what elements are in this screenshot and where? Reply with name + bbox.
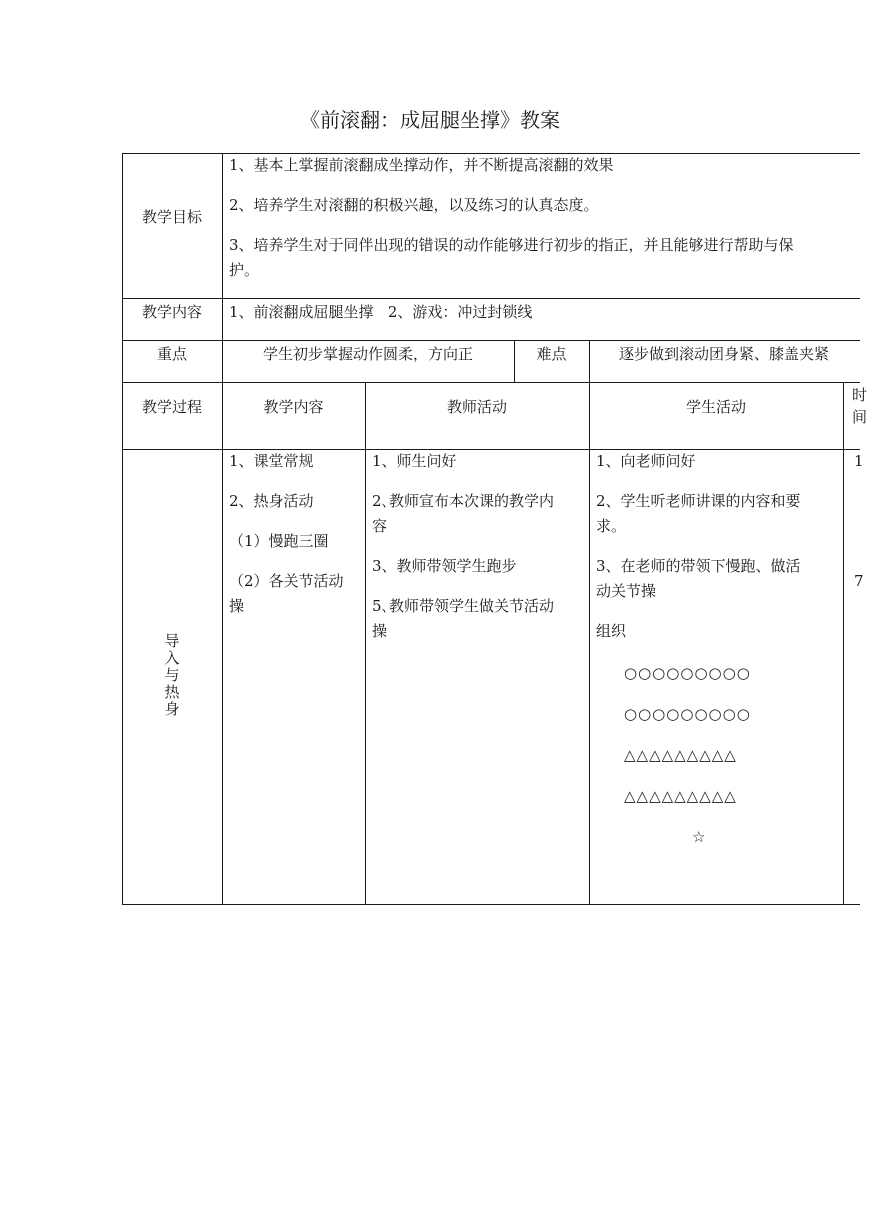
teacher-star-icon: ☆ bbox=[692, 828, 706, 846]
list-item: 5､教师带领学生做关节活动 bbox=[372, 597, 555, 615]
time-value: 7 bbox=[854, 572, 864, 590]
goal-item: 3、培养学生对于同伴出现的错误的动作能够进行初步的指正，并且能够进行帮助与保 bbox=[229, 236, 794, 254]
list-item: 3、在老师的带领下慢跑、做活 bbox=[596, 557, 801, 575]
list-item: 动关节操 bbox=[596, 582, 657, 600]
formation-row: ○○○○○○○○○ bbox=[624, 664, 751, 682]
section-content bbox=[229, 449, 362, 619]
column-divider bbox=[589, 340, 590, 905]
column-divider bbox=[222, 153, 223, 905]
goal-item: 护。 bbox=[229, 261, 260, 279]
lesson-plan-table bbox=[122, 153, 868, 905]
list-item: 3、教师带领学生跑步 bbox=[372, 557, 517, 575]
header-content: 教学内容 bbox=[263, 398, 324, 416]
list-item: 2、热身活动 bbox=[229, 492, 314, 510]
row-divider bbox=[122, 340, 860, 341]
key-text: 学生初步掌握动作圆柔，方向正 bbox=[262, 345, 473, 363]
list-item: 组织 bbox=[596, 622, 627, 640]
formation-row: △△△△△△△△△ bbox=[624, 746, 737, 764]
header-process: 教学过程 bbox=[141, 398, 202, 416]
list-item: 2､教师宣布本次课的教学内 bbox=[372, 492, 555, 510]
goal-item: 1、基本上掌握前滚翻成坐撑动作，并不断提高滚翻的效果 bbox=[229, 156, 614, 174]
list-item: 容 bbox=[372, 517, 388, 535]
formation-row: ○○○○○○○○○ bbox=[624, 705, 751, 723]
section-student bbox=[596, 449, 841, 644]
list-item: 求。 bbox=[596, 517, 627, 535]
header-time-1: 时 bbox=[852, 386, 868, 404]
row-divider bbox=[122, 298, 860, 299]
column-divider bbox=[843, 382, 844, 905]
time-value: 1 bbox=[854, 452, 864, 470]
list-item: 操 bbox=[372, 622, 388, 640]
list-item: 操 bbox=[229, 597, 245, 615]
column-divider bbox=[365, 382, 366, 905]
table-border-bottom bbox=[122, 904, 860, 905]
row-divider bbox=[122, 382, 860, 383]
formation-row: △△△△△△△△△ bbox=[624, 787, 737, 805]
list-item: （2）各关节活动 bbox=[229, 572, 344, 590]
goal-item: 2、培养学生对滚翻的积极兴趣，以及练习的认真态度。 bbox=[229, 196, 599, 214]
list-item: （1）慢跑三圈 bbox=[229, 532, 329, 550]
goals-list bbox=[229, 153, 869, 283]
section-label: 导 入 与 热 身 bbox=[164, 632, 180, 718]
key-label: 重点 bbox=[156, 345, 187, 363]
header-time-2: 间 bbox=[852, 408, 868, 426]
header-teacher: 教师活动 bbox=[446, 398, 507, 416]
content-label: 教学内容 bbox=[141, 303, 202, 321]
list-item: 1、师生问好 bbox=[372, 452, 457, 470]
difficulty-label: 难点 bbox=[536, 345, 567, 363]
section-teacher bbox=[372, 449, 587, 644]
table-border-left bbox=[122, 153, 123, 905]
list-item: 1、向老师问好 bbox=[596, 452, 696, 470]
list-item: 1、课堂常规 bbox=[229, 452, 314, 470]
goals-label: 教学目标 bbox=[141, 208, 202, 226]
content-text: 1、前滚翻成屈腿坐撑 2、游戏：冲过封锁线 bbox=[229, 303, 533, 321]
list-item: 2、学生听老师讲课的内容和要 bbox=[596, 492, 801, 510]
page-title: 《前滚翻：成屈腿坐撑》教案 bbox=[300, 108, 560, 132]
difficulty-text: 逐步做到滚动团身紧、膝盖夹紧 bbox=[619, 345, 830, 363]
header-student: 学生活动 bbox=[685, 398, 746, 416]
